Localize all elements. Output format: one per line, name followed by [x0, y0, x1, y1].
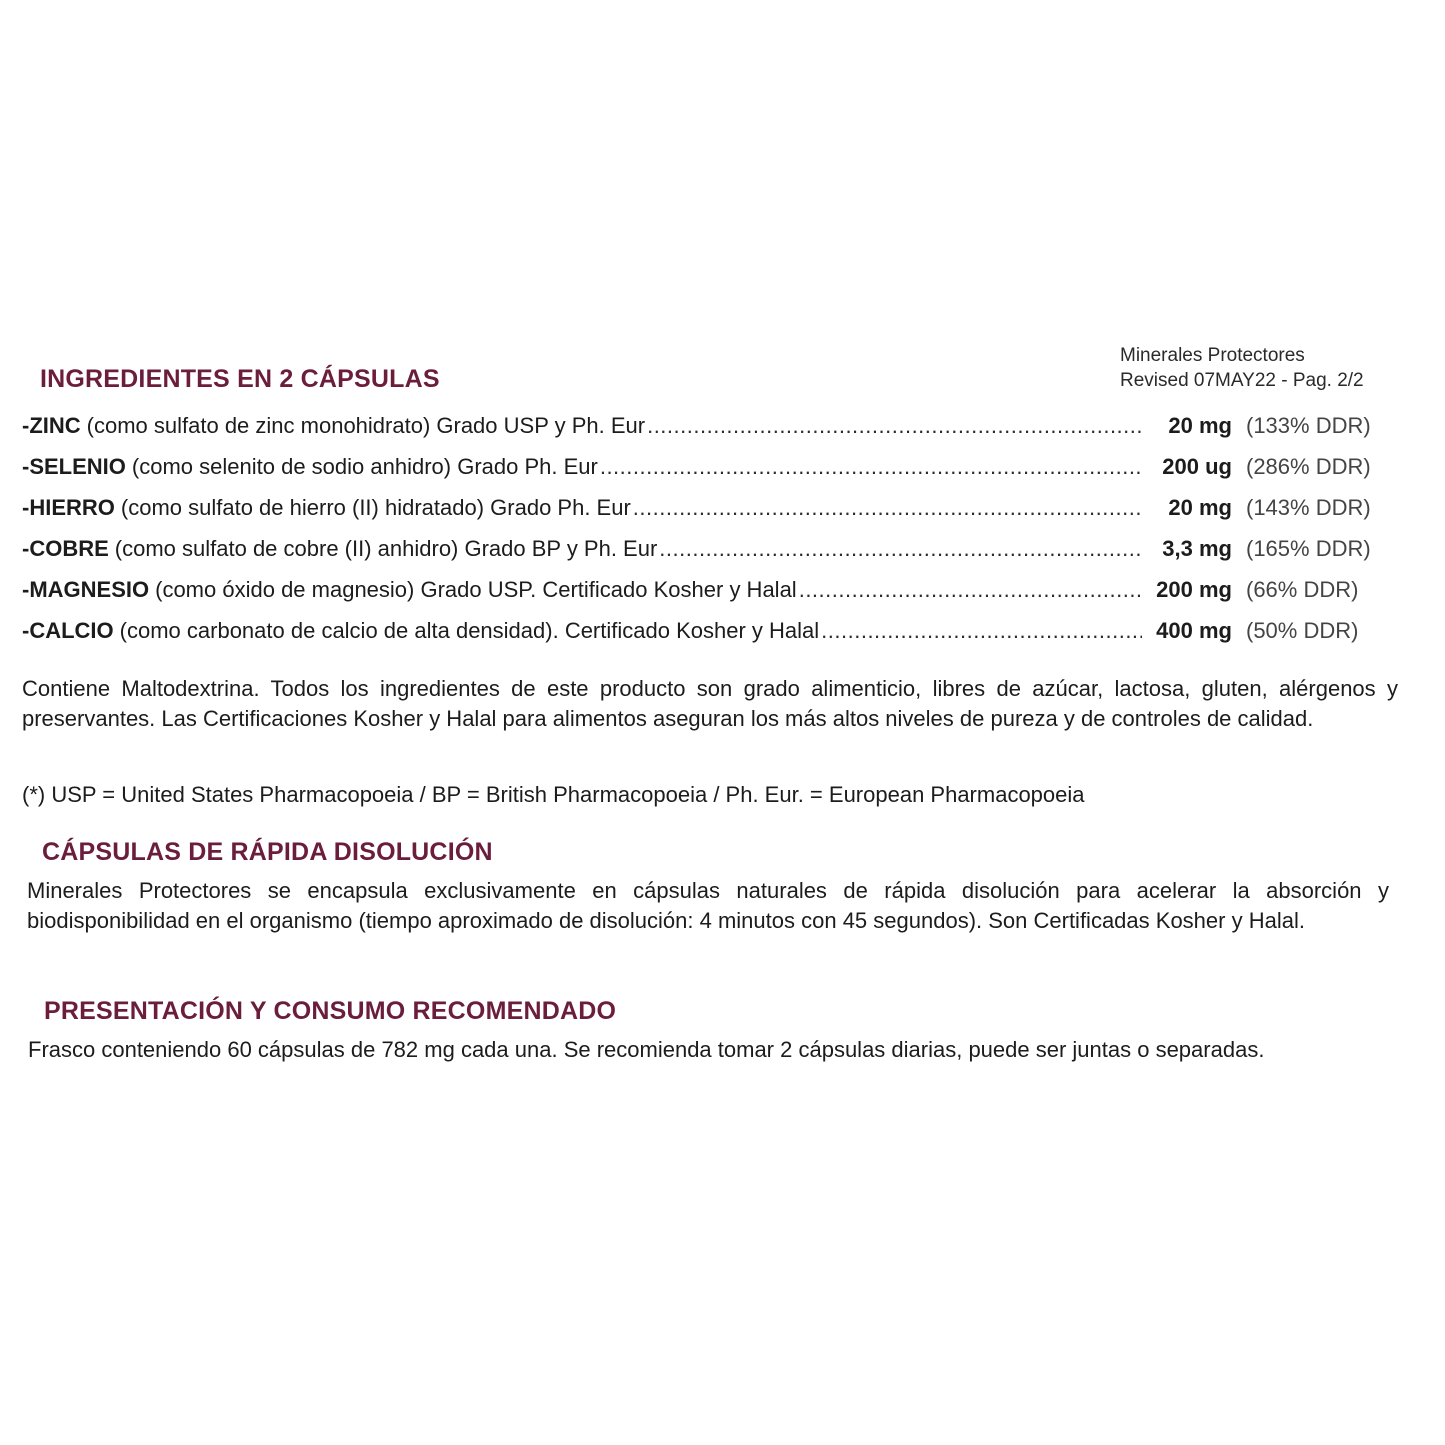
presentation-paragraph: Frasco conteniendo 60 cápsulas de 782 mg cada una. Se recomienda tomar 2 cápsulas diarias, puede ser juntas o separadas.: [28, 1037, 1265, 1062]
ingredient-amount: 20 mg: [1168, 495, 1232, 520]
ingredient-ddr: (50% DDR): [1246, 618, 1359, 643]
ingredient-row: [22, 454, 1392, 495]
ingredient-amount: 20 mg: [1168, 413, 1232, 438]
ingredient-description: (como selenito de sodio anhidro) Grado Ph. Eur: [131, 454, 598, 479]
ingredient-description: (como sulfato de hierro (II) hidratado) Grado Ph. Eur: [120, 495, 631, 520]
ingredient-ddr: (143% DDR): [1246, 495, 1371, 520]
ingredient-name: -MAGNESIO: [22, 577, 150, 602]
ingredient-amount: 200 mg: [1156, 577, 1232, 602]
ingredient-row: [22, 495, 1392, 536]
ingredient-name: -ZINC: [22, 413, 81, 438]
revision-info: Revised 07MAY22 - Pag. 2/2: [1120, 370, 1364, 391]
presentation-heading: PRESENTACIÓN Y CONSUMO RECOMENDADO: [44, 997, 617, 1025]
pharmacopoeia-footnote: (*) USP = United States Pharmacopoeia / BP = British Pharmacopoeia / Ph. Eur. = European Pharmacopoeia: [22, 782, 1085, 807]
ingredient-amount: 400 mg: [1156, 618, 1232, 643]
ingredient-row: [22, 536, 1392, 577]
leader-dots: [600, 454, 1142, 480]
leader-dots: [821, 618, 1142, 644]
ingredient-row: [22, 618, 1392, 659]
ingredient-ddr: (165% DDR): [1246, 536, 1371, 561]
capsules-paragraph: Minerales Protectores se encapsula exclusivamente en cápsulas naturales de rápida disolución para acelerar la absorción y biodisponibilidad en el organismo (tiempo aproximado de disolución: 4 minutos con 45 segundos). Son Certificadas Kosher y Halal.: [27, 878, 1389, 933]
ingredient-description: (como sulfato de zinc monohidrato) Grado USP y Ph. Eur: [86, 413, 646, 438]
ingredient-amount: 200 ug: [1162, 454, 1232, 479]
ingredient-name: -SELENIO: [22, 454, 126, 479]
ingredient-description: (como carbonato de calcio de alta densidad). Certificado Kosher y Halal: [119, 618, 820, 643]
ingredient-name: -COBRE: [22, 536, 109, 561]
ingredient-ddr: (133% DDR): [1246, 413, 1371, 438]
leader-dots: [647, 413, 1142, 439]
ingredient-row: [22, 577, 1392, 618]
leader-dots: [799, 577, 1142, 603]
product-name: Minerales Protectores: [1120, 345, 1305, 366]
ingredient-amount: 3,3 mg: [1162, 536, 1232, 561]
ingredient-description: (como óxido de magnesio) Grado USP. Certificado Kosher y Halal: [155, 577, 797, 602]
ingredients-heading: INGREDIENTES EN 2 CÁPSULAS: [40, 365, 440, 393]
ingredients-list: [22, 413, 1392, 659]
ingredient-ddr: (286% DDR): [1246, 454, 1371, 479]
ingredient-row: [22, 413, 1392, 454]
leader-dots: [659, 536, 1142, 562]
ingredient-name: -HIERRO: [22, 495, 115, 520]
document-header-meta: [1120, 343, 1364, 393]
capsules-heading: CÁPSULAS DE RÁPIDA DISOLUCIÓN: [42, 838, 493, 866]
contains-paragraph: Contiene Maltodextrina. Todos los ingredientes de este producto son grado alimenticio, libres de azúcar, lactosa, gluten, alérgenos y preservantes. Las Certificaciones Kosher y Halal para alimentos aseguran los más altos niveles de pureza y de controles de calidad.: [22, 676, 1398, 731]
ingredient-ddr: (66% DDR): [1246, 577, 1359, 602]
ingredient-name: -CALCIO: [22, 618, 114, 643]
leader-dots: [633, 495, 1142, 521]
ingredient-description: (como sulfato de cobre (II) anhidro) Grado BP y Ph. Eur: [114, 536, 658, 561]
